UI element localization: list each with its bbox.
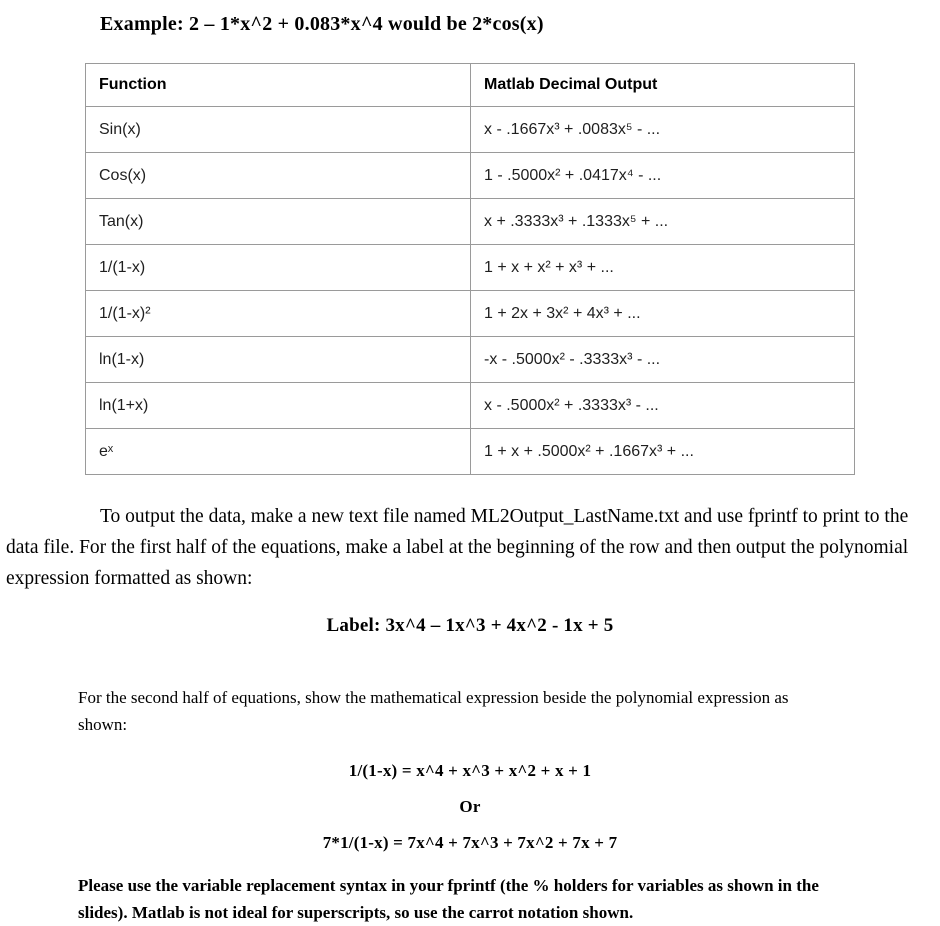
table-row — [86, 383, 855, 429]
function-cell: Tan(x) — [86, 199, 471, 245]
function-cell: Sin(x) — [86, 107, 471, 153]
output-cell: -x - .5000x² - .3333x³ - ... — [471, 337, 855, 383]
function-cell: eˣ — [86, 429, 471, 475]
table-row — [86, 107, 855, 153]
table-header-row — [86, 64, 855, 107]
function-cell: ln(1+x) — [86, 383, 471, 429]
or-separator: Or — [459, 797, 481, 816]
table-row — [86, 429, 855, 475]
function-cell: 1/(1-x) — [86, 245, 471, 291]
table-row — [86, 337, 855, 383]
output-cell: 1 + 2x + 3x² + 4x³ + ... — [471, 291, 855, 337]
table-row — [86, 199, 855, 245]
function-cell: ln(1-x) — [86, 337, 471, 383]
output-cell: x - .5000x² + .3333x³ - ... — [471, 383, 855, 429]
second-half-instructions-paragraph: For the second half of equations, show the mathematical expression beside the polynomial expression as shown: — [78, 688, 789, 734]
example-title: Example: 2 – 1*x^2 + 0.083*x^4 would be 2*cos(x) — [100, 13, 544, 35]
table-row — [86, 153, 855, 199]
taylor-series-table — [85, 63, 855, 475]
matlab-output-column-header: Matlab Decimal Output — [471, 64, 855, 107]
output-cell: 1 - .5000x² + .0417x⁴ - ... — [471, 153, 855, 199]
fprintf-note-paragraph: Please use the variable replacement syntax in your fprintf (the % holders for variables as shown in the slides). Matlab is not ideal for superscripts, so use the carrot notation shown. — [78, 876, 819, 922]
table-row — [86, 291, 855, 337]
function-cell: 1/(1-x)² — [86, 291, 471, 337]
table-row — [86, 245, 855, 291]
equation-example-2: 7*1/(1-x) = 7x^4 + 7x^3 + 7x^2 + 7x + 7 — [322, 833, 618, 852]
equation-example-1: 1/(1-x) = x^4 + x^3 + x^2 + x + 1 — [348, 761, 592, 780]
label-format-example: Label: 3x^4 – 1x^3 + 4x^2 - 1x + 5 — [326, 615, 614, 636]
output-cell: 1 + x + .5000x² + .1667x³ + ... — [471, 429, 855, 475]
output-cell: x + .3333x³ + .1333x⁵ + ... — [471, 199, 855, 245]
output-cell: 1 + x + x² + x³ + ... — [471, 245, 855, 291]
output-cell: x - .1667x³ + .0083x⁵ - ... — [471, 107, 855, 153]
output-instructions-paragraph: To output the data, make a new text file named ML2Output_LastName.txt and use fprintf to print to the data file. For the first half of the equations, make a label at the beginning of the row and then output the polynomial expression formatted as shown: — [6, 506, 909, 589]
function-cell: Cos(x) — [86, 153, 471, 199]
function-column-header: Function — [86, 64, 471, 107]
